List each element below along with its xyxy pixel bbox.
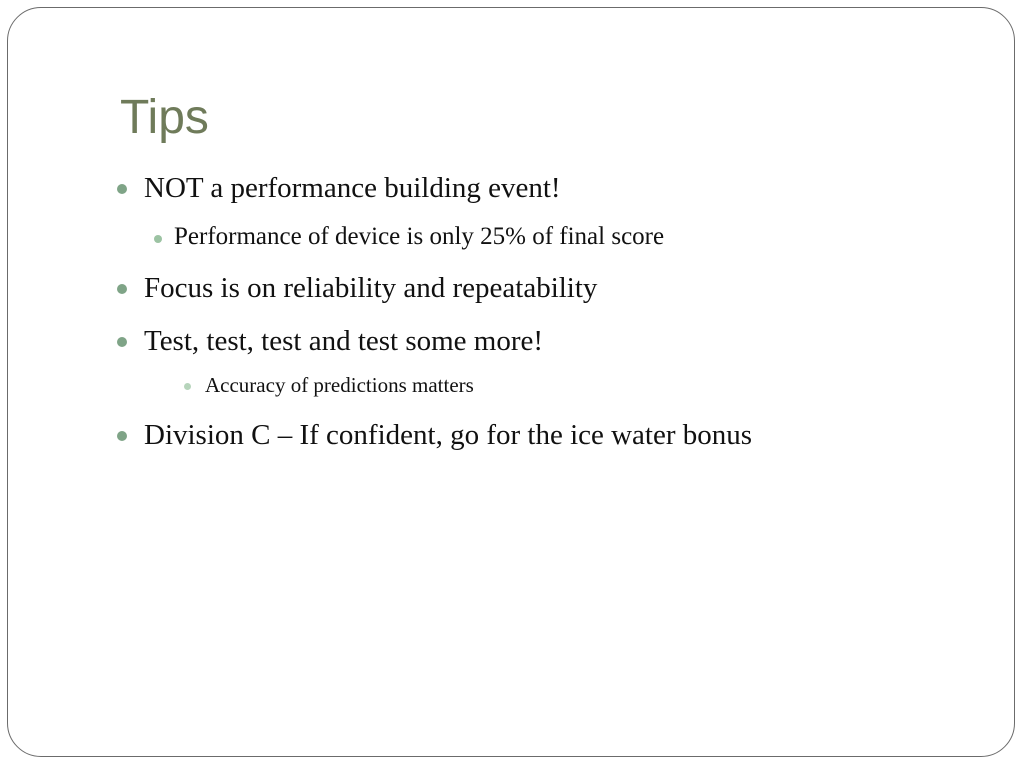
bullet-dot-icon xyxy=(117,184,127,194)
bullet-dot-icon xyxy=(184,383,191,390)
bullet-dot-icon xyxy=(117,431,127,441)
bullet-item: Test, test, test and test some more! xyxy=(144,325,544,357)
bullet-item: Division C – If confident, go for the ice water bonus xyxy=(144,419,753,451)
bullet-dot-icon xyxy=(154,235,162,243)
bullet-item: Accuracy of predictions matters xyxy=(205,373,474,397)
slide-frame xyxy=(7,7,1015,757)
bullet-item: Focus is on reliability and repeatability xyxy=(144,272,598,304)
bullet-item: Performance of device is only 25% of final score xyxy=(174,223,665,250)
slide-title: Tips xyxy=(120,91,209,144)
bullet-dot-icon xyxy=(117,337,127,347)
bullet-item: NOT a performance building event! xyxy=(144,172,561,204)
bullet-dot-icon xyxy=(117,284,127,294)
